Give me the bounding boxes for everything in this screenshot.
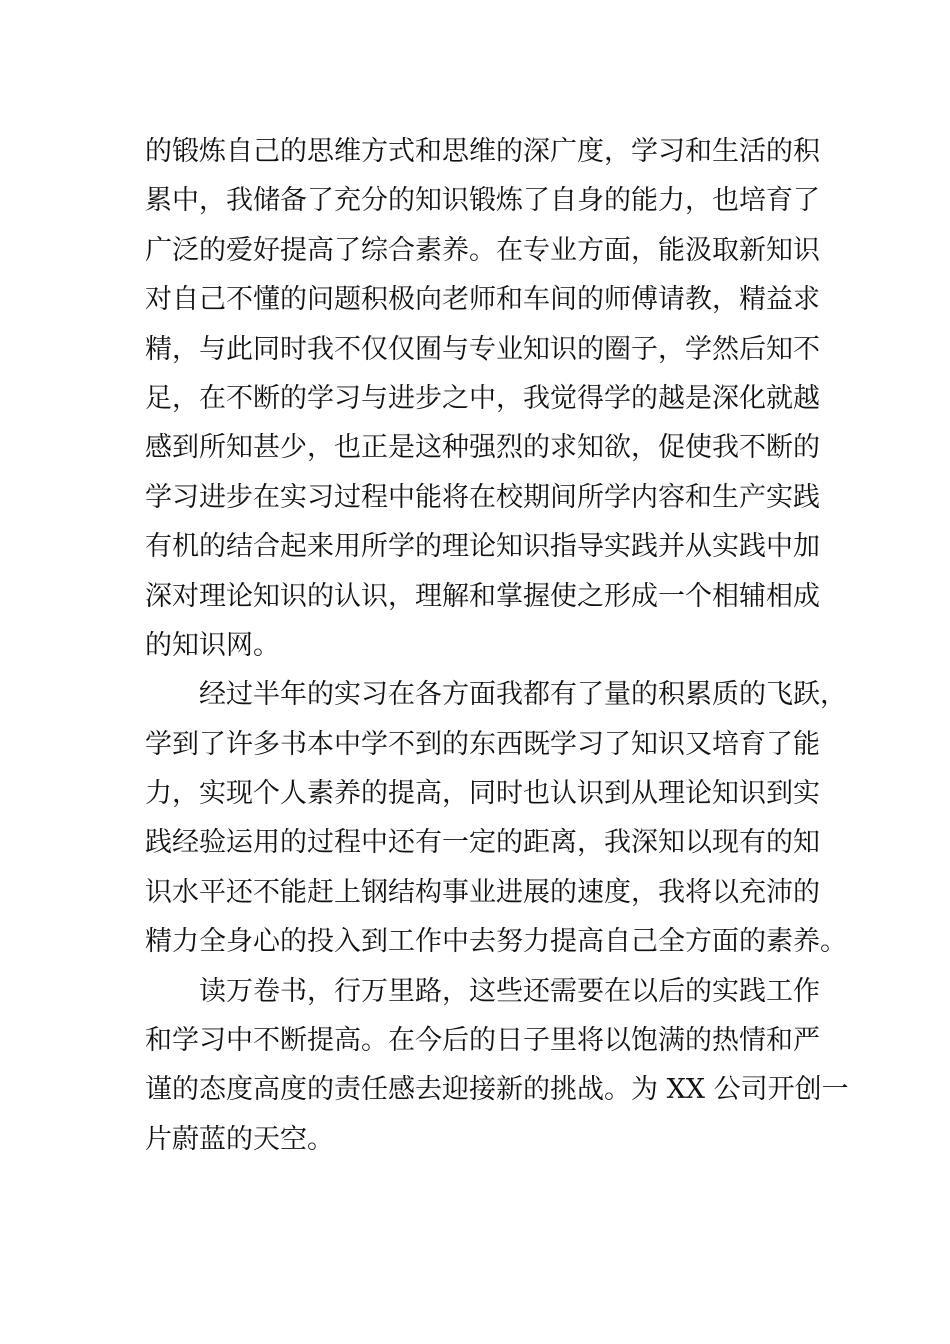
text-line: 力，实现个人素养的提高，同时也认识到从理论知识到实 [145,778,820,810]
text-line: 的锻炼自己的思维方式和思维的深广度，学习和生活的积 [145,136,820,167]
document-body [145,127,849,1164]
text-line: 的知识网。 [145,629,280,661]
text-line: 谨的态度高度的责任感去迎接新的挑战。为 XX 公司开创一 [145,1074,849,1106]
text-line: 学习进步在实习过程中能将在校期间所学内容和生产实践 [145,481,820,513]
text-line: 对自己不懂的问题积极向老师和车间的师傅请教，精益求 [145,284,820,316]
text-line: 经过半年的实习在各方面我都有了量的积累质的飞跃， [145,679,847,711]
text-line: 片蔚蓝的天空。 [145,1123,334,1155]
paragraph-3 [145,967,849,1165]
text-line: 广泛的爱好提高了综合素养。在专业方面，能汲取新知识 [145,234,820,266]
paragraph-2 [145,670,847,966]
text-line: 感到所知甚少，也正是这种强烈的求知欲，促使我不断的 [145,432,820,464]
text-line: 识水平还不能赶上钢结构事业进展的速度，我将以充沛的 [145,876,820,908]
text-line: 精力全身心的投入到工作中去努力提高自己全方面的素养。 [145,926,847,958]
text-line: 有机的结合起来用所学的理论知识指导实践并从实践中加 [145,531,820,563]
text-line: 深对理论知识的认识，理解和掌握使之形成一个相辅相成 [145,580,820,612]
text-line: 足，在不断的学习与进步之中，我觉得学的越是深化就越 [145,382,820,414]
paragraph-1 [145,127,835,670]
text-line: 累中，我储备了充分的知识锻炼了自身的能力，也培育了 [145,185,820,217]
text-line: 和学习中不断提高。在今后的日子里将以饱满的热情和严 [145,1025,820,1057]
text-line: 践经验运用的过程中还有一定的距离，我深知以现有的知 [145,827,820,859]
text-line: 精，与此同时我不仅仅囿与专业知识的圈子，学然后知不 [145,333,820,365]
text-line: 读万卷书，行万里路，这些还需要在以后的实践工作 [145,975,820,1007]
text-line: 学到了许多书本中学不到的东西既学习了知识又培育了能 [145,728,820,760]
